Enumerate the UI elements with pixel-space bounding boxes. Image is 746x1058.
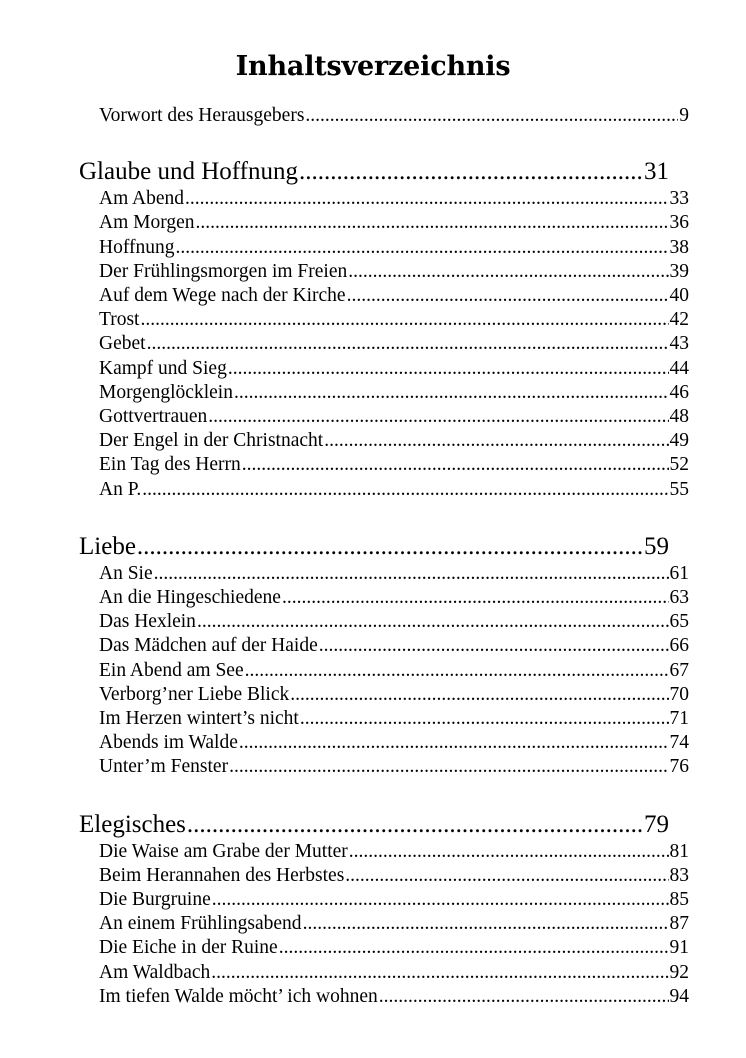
toc-dot-leader (345, 864, 668, 888)
toc-entry-label: Am Morgen (99, 212, 195, 234)
toc-dot-leader (282, 586, 669, 610)
toc-dot-leader (348, 260, 668, 284)
toc-dot-leader (299, 157, 643, 187)
toc-dot-leader (140, 308, 668, 332)
toc-entry[interactable] (99, 683, 689, 707)
toc-dot-leader (324, 429, 668, 453)
toc-entry-label: Abends im Walde (99, 732, 238, 754)
toc-entry-page-number: 91 (669, 937, 689, 959)
toc-entry-label: Die Waise am Grabe der Mutter (99, 840, 348, 862)
toc-entry[interactable] (99, 707, 689, 731)
toc-dot-leader (245, 659, 669, 683)
toc-entry-page-number: 61 (669, 562, 689, 584)
toc-dot-leader (142, 478, 668, 502)
toc-entry[interactable] (99, 332, 689, 356)
toc-entry[interactable] (99, 260, 689, 284)
toc-entry-label: Verborg’ner Liebe Blick (99, 683, 290, 705)
toc-entry[interactable] (99, 610, 689, 634)
toc-dot-leader (234, 381, 669, 405)
toc-entry-label: Hoffnung (99, 236, 175, 258)
toc-entry-page-number: 71 (669, 708, 689, 730)
toc-entry[interactable] (99, 211, 689, 235)
toc-dot-leader (319, 634, 669, 658)
toc-entry[interactable] (99, 453, 689, 477)
toc-entry-page-number: 38 (669, 236, 689, 258)
toc-entry-page-number: 55 (669, 478, 689, 500)
toc-entry-label: Gebet (99, 333, 146, 355)
toc-entry-page-number: 85 (669, 889, 689, 911)
toc-entry-label: Morgenglöcklein (99, 381, 233, 403)
toc-entry-label: Die Eiche in der Ruine (99, 937, 278, 959)
toc-entry-page-number: 94 (669, 985, 689, 1007)
toc-dot-leader (197, 610, 669, 634)
toc-entry-label: An P. (99, 478, 142, 500)
toc-section-entry[interactable] (79, 532, 669, 562)
toc-entry[interactable] (99, 659, 689, 683)
toc-entry-page-number: 49 (669, 430, 689, 452)
toc-section-label: Elegisches (79, 810, 186, 838)
toc-entry-label: Das Mädchen auf der Haide (99, 635, 318, 657)
toc-list (79, 104, 689, 1009)
toc-entry[interactable] (99, 284, 689, 308)
toc-entry[interactable] (99, 961, 689, 985)
toc-entry-page-number: 81 (669, 840, 689, 862)
toc-entry-label: Beim Herannahen des Herbstes (99, 864, 345, 886)
toc-entry-page-number: 9 (679, 105, 689, 126)
toc-entry[interactable] (99, 936, 689, 960)
toc-entry-page-number: 63 (669, 587, 689, 609)
toc-entry-label: Vorwort des Herausgebers (99, 105, 305, 126)
toc-dot-leader (305, 104, 678, 128)
toc-dot-leader (154, 562, 669, 586)
toc-entry[interactable] (99, 236, 689, 260)
toc-entry-label: Ein Abend am See (99, 659, 244, 681)
toc-entry[interactable] (99, 478, 689, 502)
toc-dot-leader (147, 332, 669, 356)
toc-entry-page-number: 74 (669, 732, 689, 754)
toc-section-label: Liebe (79, 532, 136, 560)
toc-entry-page-number: 36 (669, 212, 689, 234)
toc-dot-leader (137, 532, 643, 562)
toc-entry-page-number: 46 (669, 381, 689, 403)
toc-group (79, 810, 689, 1009)
toc-entry-label: Die Burgruine (99, 889, 211, 911)
toc-entry[interactable] (99, 985, 689, 1009)
toc-entry-label: Ein Tag des Herrn (99, 454, 241, 476)
toc-dot-leader (228, 357, 669, 381)
toc-entry-page-number: 39 (669, 260, 689, 282)
toc-entry-label: Auf dem Wege nach der Kirche (99, 285, 346, 307)
toc-section-page-number: 59 (644, 532, 669, 560)
toc-entry-label: Im Herzen wintert’s nicht (99, 708, 299, 730)
toc-entry[interactable] (99, 755, 689, 779)
page-title: Inhaltsverzeichnis (235, 51, 511, 82)
toc-section-label: Glaube und Hoffnung (79, 158, 298, 186)
toc-entry-page-number: 48 (669, 406, 689, 428)
toc-entry-label: Das Hexlein (99, 611, 196, 633)
toc-entry[interactable] (99, 840, 689, 864)
toc-group (79, 532, 689, 780)
toc-entry-page-number: 67 (669, 659, 689, 681)
toc-dot-leader (208, 405, 668, 429)
toc-dot-leader (212, 888, 669, 912)
toc-dot-leader (196, 211, 669, 235)
toc-dot-leader (185, 187, 668, 211)
toc-dot-leader (239, 731, 669, 755)
toc-section-page-number: 79 (644, 810, 669, 838)
toc-entry[interactable] (99, 731, 689, 755)
toc-entry[interactable] (99, 888, 689, 912)
toc-entry-page-number: 44 (669, 357, 689, 379)
toc-entry[interactable] (99, 864, 689, 888)
toc-entry-label: Gottvertrauen (99, 406, 208, 428)
toc-dot-leader (379, 985, 669, 1009)
toc-entry[interactable] (99, 104, 689, 128)
toc-entry[interactable] (99, 634, 689, 658)
toc-entry[interactable] (99, 429, 689, 453)
toc-section-entry[interactable] (79, 157, 669, 187)
toc-entry-page-number: 40 (669, 285, 689, 307)
toc-group (79, 157, 689, 502)
toc-dot-leader (300, 707, 669, 731)
toc-entry-page-number: 92 (669, 961, 689, 983)
toc-entry-page-number: 33 (669, 188, 689, 210)
toc-dot-leader (175, 236, 668, 260)
toc-entry[interactable] (99, 405, 689, 429)
toc-dot-leader (211, 961, 668, 985)
toc-entry-page-number: 76 (669, 756, 689, 778)
toc-section-entry[interactable] (79, 810, 669, 840)
toc-entry-page-number: 52 (669, 454, 689, 476)
toc-entry[interactable] (99, 586, 689, 610)
toc-entry-page-number: 87 (669, 913, 689, 935)
toc-dot-leader (229, 755, 668, 779)
toc-entry-label: Unter’m Fenster (99, 756, 229, 778)
toc-entry-label: Im tiefen Walde möcht’ ich wohnen (99, 985, 378, 1007)
toc-entry-label: Am Waldbach (99, 961, 211, 983)
toc-entry-page-number: 83 (669, 864, 689, 886)
toc-dot-leader (347, 284, 669, 308)
toc-entry-label: Kampf und Sieg (99, 357, 227, 379)
toc-entry-label: An die Hingeschiedene (99, 587, 281, 609)
toc-group (79, 104, 689, 128)
toc-section-page-number: 31 (644, 158, 669, 186)
toc-dot-leader (242, 453, 669, 477)
toc-entry[interactable] (99, 381, 689, 405)
toc-entry[interactable] (99, 562, 689, 586)
toc-dot-leader (303, 912, 669, 936)
toc-entry[interactable] (99, 187, 689, 211)
toc-entry-label: An Sie (99, 562, 153, 584)
toc-dot-leader (279, 936, 669, 960)
toc-entry-page-number: 66 (669, 635, 689, 657)
toc-entry[interactable] (99, 308, 689, 332)
toc-dot-leader (290, 683, 668, 707)
toc-entry-label: Trost (99, 309, 140, 331)
toc-entry[interactable] (99, 357, 689, 381)
toc-entry-page-number: 43 (669, 333, 689, 355)
toc-entry-label: An einem Frühlingsabend (99, 913, 302, 935)
toc-entry-page-number: 70 (669, 683, 689, 705)
toc-entry-page-number: 65 (669, 611, 689, 633)
toc-entry-page-number: 42 (669, 309, 689, 331)
toc-entry-label: Der Engel in der Christnacht (99, 430, 324, 452)
toc-entry-label: Der Frühlingsmorgen im Freien (99, 260, 348, 282)
toc-dot-leader (187, 810, 643, 840)
toc-entry-label: Am Abend (99, 188, 185, 210)
toc-entry[interactable] (99, 912, 689, 936)
toc-dot-leader (349, 840, 669, 864)
